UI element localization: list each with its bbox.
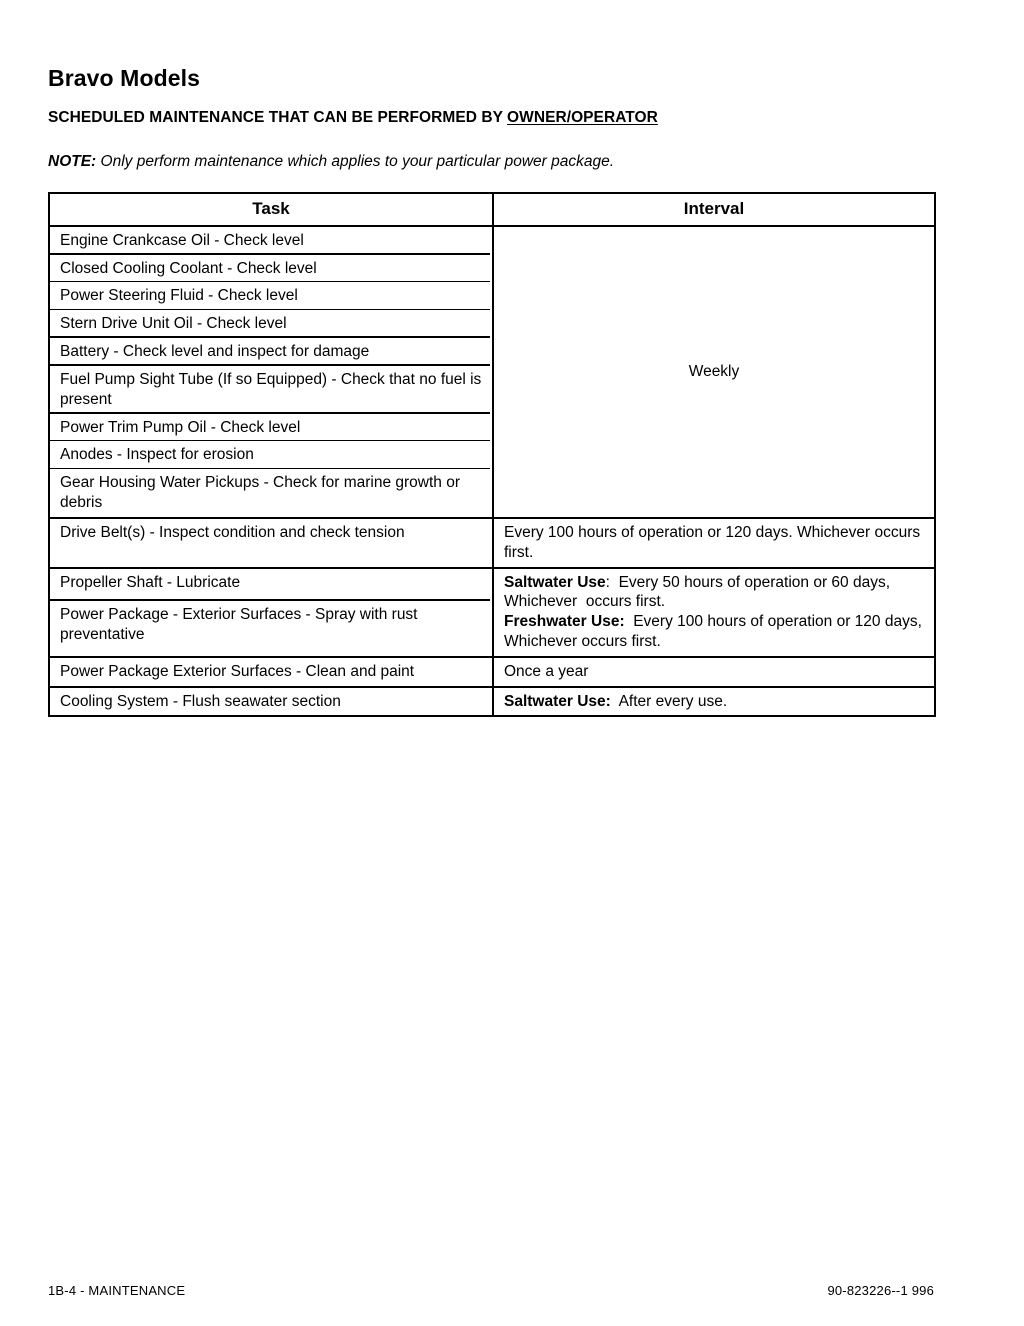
note-paragraph (48, 153, 614, 171)
saltwater-use-text: : Every 50 hours of operation or 60 days, Whichever occurs first. (504, 573, 895, 611)
scheduled-maintenance-table (48, 192, 936, 717)
subheading-underlined-term: OWNER/OPERATOR (507, 109, 658, 126)
table-row (49, 657, 935, 687)
note-label: NOTE: (48, 153, 97, 170)
table-row (49, 568, 935, 601)
interval-cell-weekly: Weekly (493, 226, 935, 518)
saltwater-use-label: Saltwater Use (504, 573, 606, 591)
task-cell: Power Steering Fluid - Check level (49, 282, 493, 310)
table-header-row (49, 193, 935, 226)
saltwater-use-label: Saltwater Use: (504, 692, 611, 710)
task-cell: Power Package - Exterior Surfaces - Spray with rust preventative (49, 601, 493, 657)
section-subheading (48, 109, 658, 127)
freshwater-use-text: Every 100 hours of operation or 120 days, Whichever occurs first. (504, 613, 927, 650)
task-cell: Closed Cooling Coolant - Check level (49, 255, 493, 283)
task-cell: Battery - Check level and inspect for damage (49, 338, 493, 366)
freshwater-use-label: Freshwater Use: (504, 613, 625, 631)
page-title: Bravo Models (48, 65, 201, 92)
task-cell: Engine Crankcase Oil - Check level (49, 226, 493, 255)
task-cell: Power Package Exterior Surfaces - Clean and paint (49, 657, 493, 687)
task-cell: Stern Drive Unit Oil - Check level (49, 310, 493, 338)
footer-page-reference: 1B-4 - MAINTENANCE (48, 1283, 186, 1298)
note-text: Only perform maintenance which applies to your particular power package. (96, 153, 615, 170)
saltwater-use-text: After every use. (610, 692, 728, 710)
subheading-prefix: SCHEDULED MAINTENANCE THAT CAN BE PERFORMED BY (48, 109, 508, 126)
task-cell: Gear Housing Water Pickups - Check for marine growth or debris (49, 469, 493, 518)
footer-part-number: 90-823226--1 996 (827, 1283, 934, 1298)
interval-cell-cooling (493, 687, 935, 717)
task-cell: Power Trim Pump Oil - Check level (49, 414, 493, 442)
table-row (49, 518, 935, 568)
task-cell: Anodes - Inspect for erosion (49, 441, 493, 469)
table-row (49, 687, 935, 717)
column-header-interval: Interval (493, 193, 935, 226)
task-cell: Cooling System - Flush seawater section (49, 687, 493, 717)
column-header-task: Task (49, 193, 493, 226)
interval-cell: Every 100 hours of operation or 120 days. Whichever occurs first. (493, 518, 935, 568)
interval-cell: Once a year (493, 657, 935, 687)
table-row (49, 226, 935, 255)
task-cell: Fuel Pump Sight Tube (If so Equipped) - Check that no fuel is present (49, 366, 493, 414)
task-cell: Propeller Shaft - Lubricate (49, 568, 493, 601)
interval-cell-saltwater-freshwater (493, 568, 935, 657)
task-cell: Drive Belt(s) - Inspect condition and check tension (49, 518, 493, 568)
